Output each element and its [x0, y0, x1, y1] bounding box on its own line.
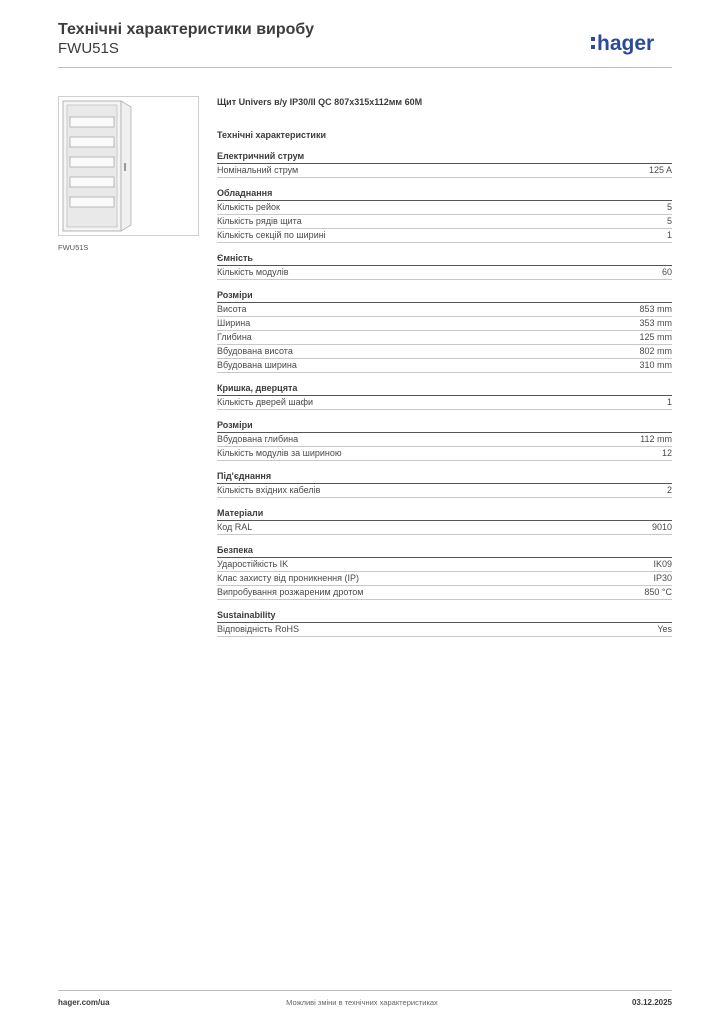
- spec-value: 12: [661, 448, 672, 458]
- image-caption: FWU51S: [58, 243, 89, 252]
- spec-section: [217, 470, 672, 498]
- spec-row: [217, 303, 672, 317]
- hager-logo: [590, 28, 674, 58]
- spec-label: Кількість секцій по ширині: [217, 230, 326, 240]
- spec-value: 9010: [651, 522, 672, 532]
- spec-row: [217, 229, 672, 243]
- spec-label: Кількість вхідних кабелів: [217, 485, 321, 495]
- spec-row: [217, 396, 672, 410]
- spec-section: [217, 382, 672, 410]
- spec-sections: [217, 150, 672, 637]
- spec-label: Ширина: [217, 318, 251, 328]
- spec-label: Клас захисту від проникнення (IP): [217, 573, 360, 583]
- specs-heading: Технічні характеристики: [217, 130, 326, 140]
- spec-label: Вбудована глибина: [217, 434, 299, 444]
- spec-label: Відповідність RoHS: [217, 624, 299, 634]
- spec-row: [217, 266, 672, 280]
- spec-row: [217, 447, 672, 461]
- page-subtitle: FWU51S: [58, 40, 119, 57]
- spec-section: [217, 544, 672, 600]
- spec-label: Кількість рейок: [217, 202, 280, 212]
- spec-label: Код RAL: [217, 522, 253, 532]
- spec-row: [217, 572, 672, 586]
- spec-value: 353 mm: [639, 318, 672, 328]
- spec-section: [217, 187, 672, 243]
- header-divider: [58, 67, 672, 68]
- spec-row: [217, 623, 672, 637]
- spec-value: 60: [661, 267, 672, 277]
- spec-label: Кількість рядів щита: [217, 216, 302, 226]
- spec-label: Ударостійкість IK: [217, 559, 289, 569]
- footer-note: Можливі зміни в технічних характеристиках: [286, 998, 438, 1007]
- section-title: Електричний струм: [217, 150, 672, 164]
- spec-section: [217, 419, 672, 461]
- spec-row: [217, 586, 672, 600]
- spec-value: IP30: [653, 573, 672, 583]
- spec-value: 125 A: [648, 165, 672, 175]
- spec-value: 802 mm: [639, 346, 672, 356]
- page-title: Технічні характеристики виробу: [58, 21, 314, 38]
- section-title: Матеріали: [217, 507, 672, 521]
- spec-label: Кількість модулів за шириною: [217, 448, 342, 458]
- spec-value: 2: [666, 485, 672, 495]
- spec-label: Випробування розжареним дротом: [217, 587, 364, 597]
- footer-divider: [58, 990, 672, 991]
- spec-row: [217, 215, 672, 229]
- spec-label: Кількість модулів: [217, 267, 289, 277]
- spec-section: [217, 150, 672, 178]
- spec-value: Yes: [657, 624, 672, 634]
- section-title: Обладнання: [217, 187, 672, 201]
- spec-label: Номінальний струм: [217, 165, 299, 175]
- spec-row: [217, 433, 672, 447]
- section-title: Ємність: [217, 252, 672, 266]
- footer-date: 03.12.2025: [631, 998, 672, 1007]
- spec-label: Кількість дверей шафи: [217, 397, 314, 407]
- product-name: Щит Univers в/у IP30/II QC 807x315x112мм 60M: [217, 97, 423, 107]
- section-title: Безпека: [217, 544, 672, 558]
- spec-section: [217, 289, 672, 373]
- footer-website: hager.com/ua: [58, 998, 110, 1007]
- spec-value: 310 mm: [639, 360, 672, 370]
- specifications: [217, 96, 672, 637]
- spec-value: 5: [666, 216, 672, 226]
- spec-row: [217, 359, 672, 373]
- spec-section: [217, 609, 672, 637]
- spec-section: [217, 507, 672, 535]
- logo-text: hager: [597, 32, 655, 55]
- distribution-cabinet-image: [58, 96, 199, 236]
- spec-value: 853 mm: [639, 304, 672, 314]
- spec-row: [217, 558, 672, 572]
- spec-value: 850 °C: [644, 587, 672, 597]
- spec-row: [217, 164, 672, 178]
- spec-value: 5: [666, 202, 672, 212]
- spec-value: 112 mm: [640, 434, 672, 444]
- spec-row: [217, 317, 672, 331]
- spec-value: 1: [666, 230, 672, 240]
- spec-label: Вбудована ширина: [217, 360, 297, 370]
- spec-row: [217, 521, 672, 535]
- spec-value: IK09: [653, 559, 672, 569]
- spec-label: Глибина: [217, 332, 252, 342]
- spec-value: 1: [666, 397, 672, 407]
- section-title: Розміри: [217, 419, 672, 433]
- spec-section: [217, 252, 672, 280]
- section-title: Розміри: [217, 289, 672, 303]
- spec-label: Висота: [217, 304, 247, 314]
- spec-row: [217, 201, 672, 215]
- spec-row: [217, 331, 672, 345]
- spec-label: Вбудована висота: [217, 346, 293, 356]
- section-title: Кришка, дверцята: [217, 382, 672, 396]
- spec-value: 125 mm: [639, 332, 672, 342]
- spec-row: [217, 484, 672, 498]
- section-title: Sustainability: [217, 609, 672, 623]
- spec-row: [217, 345, 672, 359]
- section-title: Під'єднання: [217, 470, 672, 484]
